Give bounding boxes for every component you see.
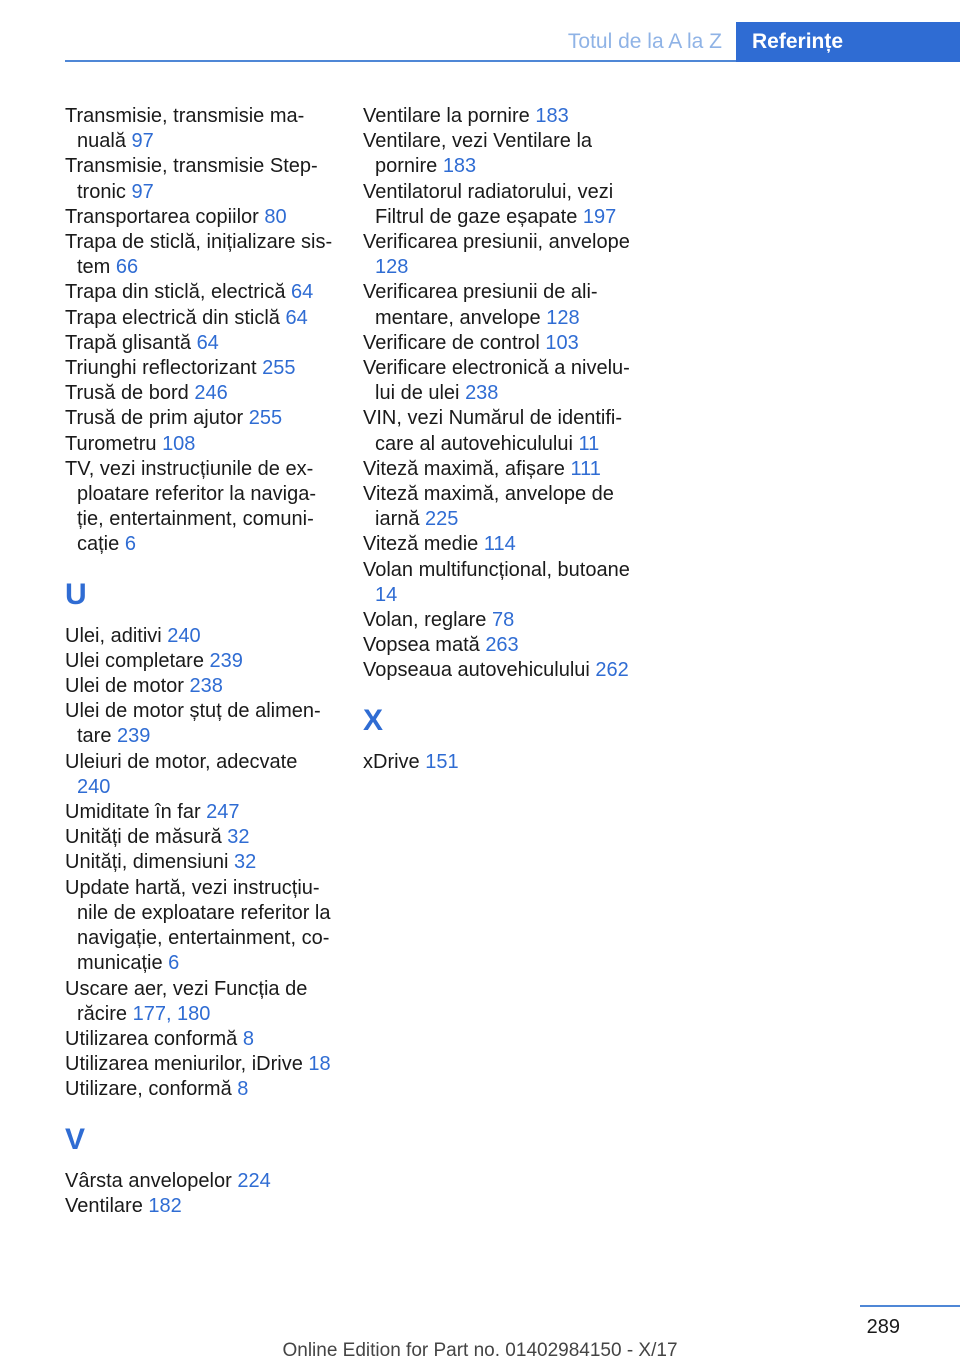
index-entry xyxy=(65,331,335,356)
index-entry-term: Unități de măsură xyxy=(65,826,228,849)
index-entry-term: Unități, dimensiuni xyxy=(65,851,234,874)
index-page-link[interactable]: 114 xyxy=(483,533,516,556)
index-entry xyxy=(363,129,633,179)
index-entry xyxy=(65,674,335,699)
index-entry xyxy=(65,205,335,230)
index-page-link[interactable]: 66 xyxy=(115,256,139,279)
index-page-link[interactable]: 240 xyxy=(167,624,201,647)
index-entry-term: Ulei completare xyxy=(65,649,210,672)
index-entry xyxy=(65,1169,335,1194)
index-entry-term: VIN, vezi Numărul de identificare al autovehiculului xyxy=(363,407,622,455)
index-entry xyxy=(363,532,633,557)
index-page-link[interactable]: 239 xyxy=(117,725,151,748)
index-entry-term: Utilizare, conformă xyxy=(65,1078,238,1101)
index-entry-term: Uleiuri de motor, adecvate xyxy=(65,750,298,773)
index-entry-term: Volan multifuncțional, butoane xyxy=(363,558,630,581)
index-page-link[interactable]: 238 xyxy=(465,382,499,405)
index-page-link[interactable]: 246 xyxy=(194,382,228,405)
index-page-link[interactable]: 111 xyxy=(570,457,601,480)
index-page-link[interactable]: 225 xyxy=(425,508,459,531)
index-entry xyxy=(363,608,633,633)
index-entry xyxy=(65,850,335,875)
index-entry-term: Triunghi reflectorizant xyxy=(65,357,263,380)
index-page-link[interactable]: 80 xyxy=(264,205,287,228)
index-page-link[interactable]: 255 xyxy=(262,357,296,380)
index-entry xyxy=(363,633,633,658)
index-page-link[interactable]: 247 xyxy=(206,801,240,824)
index-entry-term: Ulei de motor ștuț de alimentare xyxy=(65,700,321,748)
index-entry-term: Turometru xyxy=(65,432,163,455)
index-entry-term: Vopseaua autovehiculului xyxy=(363,659,596,682)
index-entry-term: Verificarea presiunii de alimentare, anvelope xyxy=(363,281,598,329)
index-entry xyxy=(363,457,633,482)
index-entry xyxy=(363,180,633,230)
index-entry xyxy=(65,649,335,674)
index-entry-term: Transportarea copiilor xyxy=(65,205,265,228)
index-entry xyxy=(65,406,335,431)
index-page-link[interactable]: 64 xyxy=(291,281,314,304)
index-entry-term: Ventilare la pornire xyxy=(363,105,536,127)
index-page-link[interactable]: 239 xyxy=(209,649,243,672)
index-page-link[interactable]: 78 xyxy=(491,609,515,632)
index-page-link[interactable]: 64 xyxy=(285,306,308,329)
index-page-link[interactable]: 97 xyxy=(131,180,154,203)
index-entry xyxy=(65,1027,335,1052)
index-entry-term: Trusă de bord xyxy=(65,382,195,405)
index-entry xyxy=(65,699,335,749)
index-entry-term: Umiditate în far xyxy=(65,801,207,824)
index-page-link[interactable]: 182 xyxy=(148,1194,182,1217)
index-page-link[interactable]: 108 xyxy=(162,432,196,455)
index-entry xyxy=(363,230,633,280)
index-column-left xyxy=(65,104,335,1219)
index-page-link[interactable]: 238 xyxy=(189,675,223,698)
index-page-link[interactable]: 14 xyxy=(375,583,398,606)
index-entry-term: Transmisie, transmisie manuală xyxy=(65,105,305,153)
index-entry-term: Vopsea mată xyxy=(363,634,486,657)
index-entry-term: Trapa din sticlă, electrică xyxy=(65,281,292,304)
index-page-link[interactable]: 6 xyxy=(168,952,180,975)
index-entry xyxy=(363,331,633,356)
index-entry xyxy=(65,154,335,204)
index-page-link[interactable]: 32 xyxy=(227,826,250,849)
header-chapter-tab: Referințe xyxy=(736,22,960,62)
index-entry-term: Update hartă, vezi instrucțiunile de exploatare referitor la navigație, entertainment, comunicație xyxy=(65,876,331,975)
edition-footer: Online Edition for Part no. 01402984150 - X/17 xyxy=(282,1340,678,1361)
index-entry-term: Verificarea presiunii, anvelope xyxy=(363,231,630,254)
index-entry-term: Ventilare, vezi Ventilare la pornire xyxy=(363,130,593,178)
index-page-link[interactable]: 197 xyxy=(582,205,617,228)
index-entry xyxy=(363,482,633,532)
index-letter-heading: U xyxy=(65,577,87,611)
index-entry xyxy=(65,825,335,850)
index-entry-term: xDrive xyxy=(363,750,426,773)
index-letter-heading: X xyxy=(363,703,384,737)
index-entry-term: Verificare electronică a nivelului de ulei xyxy=(363,357,630,405)
index-entry-term: Uscare aer, vezi Funcția de răcire xyxy=(65,977,308,1025)
index-page-link[interactable]: 255 xyxy=(248,407,283,430)
index-page-link[interactable]: 11 xyxy=(578,432,600,455)
index-page-link[interactable]: 6 xyxy=(124,533,136,556)
index-entry xyxy=(65,381,335,406)
index-page-link[interactable]: 32 xyxy=(233,851,257,874)
index-entry xyxy=(65,457,335,558)
index-page-link[interactable]: 224 xyxy=(237,1169,271,1192)
page-number: 289 xyxy=(866,1316,900,1338)
index-entry-term: Trusă de prim ajutor xyxy=(65,407,249,430)
index-entry xyxy=(65,876,335,977)
index-entry xyxy=(65,1194,335,1219)
index-entry xyxy=(65,104,335,154)
index-entry-term: Utilizarea meniurilor, iDrive xyxy=(65,1053,309,1076)
index-entry xyxy=(65,280,335,305)
header-section-title: Totul de la A la Z xyxy=(567,30,722,53)
index-entry xyxy=(65,432,335,457)
index-page-link[interactable]: 262 xyxy=(595,659,629,682)
index-entry-term: TV, vezi instrucțiunile de exploatare referitor la navigație, entertainment, comunicație xyxy=(65,457,317,556)
index-entry xyxy=(65,624,335,649)
index-entry xyxy=(65,230,335,280)
index-page-link[interactable]: 64 xyxy=(196,331,219,354)
index-entry-term: Viteză maximă, afișare xyxy=(363,457,571,480)
index-entry xyxy=(363,104,633,129)
index-entry xyxy=(363,558,633,608)
index-entry xyxy=(363,280,633,330)
index-column-right xyxy=(363,104,633,775)
index-entry-term: Ulei de motor xyxy=(65,675,190,698)
index-entry-term: Trapa de sticlă, inițializare sistem xyxy=(65,231,333,279)
index-entry xyxy=(65,1052,335,1077)
index-entry xyxy=(65,977,335,1027)
index-page-link[interactable]: 177, 180 xyxy=(132,1002,211,1025)
index-entry xyxy=(363,750,633,775)
index-page-link[interactable]: 97 xyxy=(131,130,154,153)
index-entry-term: Vârsta anvelopelor xyxy=(65,1169,238,1192)
index-entry xyxy=(363,356,633,406)
footer-rule xyxy=(860,1305,960,1307)
index-entry xyxy=(363,658,633,683)
index-page-link[interactable]: 18 xyxy=(308,1053,331,1076)
index-entry xyxy=(65,750,335,800)
index-entry-term: Ventilatorul radiatorului, vezi Filtrul de gaze eșapate xyxy=(363,180,614,228)
index-page-link[interactable]: 151 xyxy=(425,750,459,773)
index-entry-term: Viteză maximă, anvelope de iarnă xyxy=(363,483,614,531)
index-entry-term: Volan, reglare xyxy=(363,609,492,632)
index-entry xyxy=(65,306,335,331)
index-letter-heading: V xyxy=(65,1122,86,1156)
index-page-link[interactable]: 240 xyxy=(77,775,111,798)
index-entry-term: Ulei, aditivi xyxy=(65,624,168,647)
index-entry-term: Verificare de control xyxy=(363,331,546,354)
index-entry xyxy=(65,356,335,381)
index-entry-term: Trapă glisantă xyxy=(65,331,197,354)
index-page-link[interactable]: 8 xyxy=(237,1078,249,1101)
index-entry-term: Trapa electrică din sticlă xyxy=(65,306,286,329)
index-entry-term: Ventilare xyxy=(65,1194,149,1217)
index-entry xyxy=(363,406,633,456)
index-page-link[interactable]: 183 xyxy=(442,155,477,178)
index-entry-term: Viteză medie xyxy=(363,533,484,556)
index-page-link[interactable]: 128 xyxy=(375,256,409,279)
index-page-link[interactable]: 263 xyxy=(485,634,519,657)
index-entry-term: Utilizarea conformă xyxy=(65,1027,243,1050)
index-page-link[interactable]: 128 xyxy=(546,306,580,329)
index-page-link[interactable]: 183 xyxy=(535,105,569,127)
index-entry-term: Transmisie, transmisie Steptronic xyxy=(65,155,318,203)
index-entry xyxy=(65,1077,335,1102)
index-page-link[interactable]: 103 xyxy=(545,331,579,354)
index-page-link[interactable]: 8 xyxy=(242,1027,254,1050)
index-entry xyxy=(65,800,335,825)
